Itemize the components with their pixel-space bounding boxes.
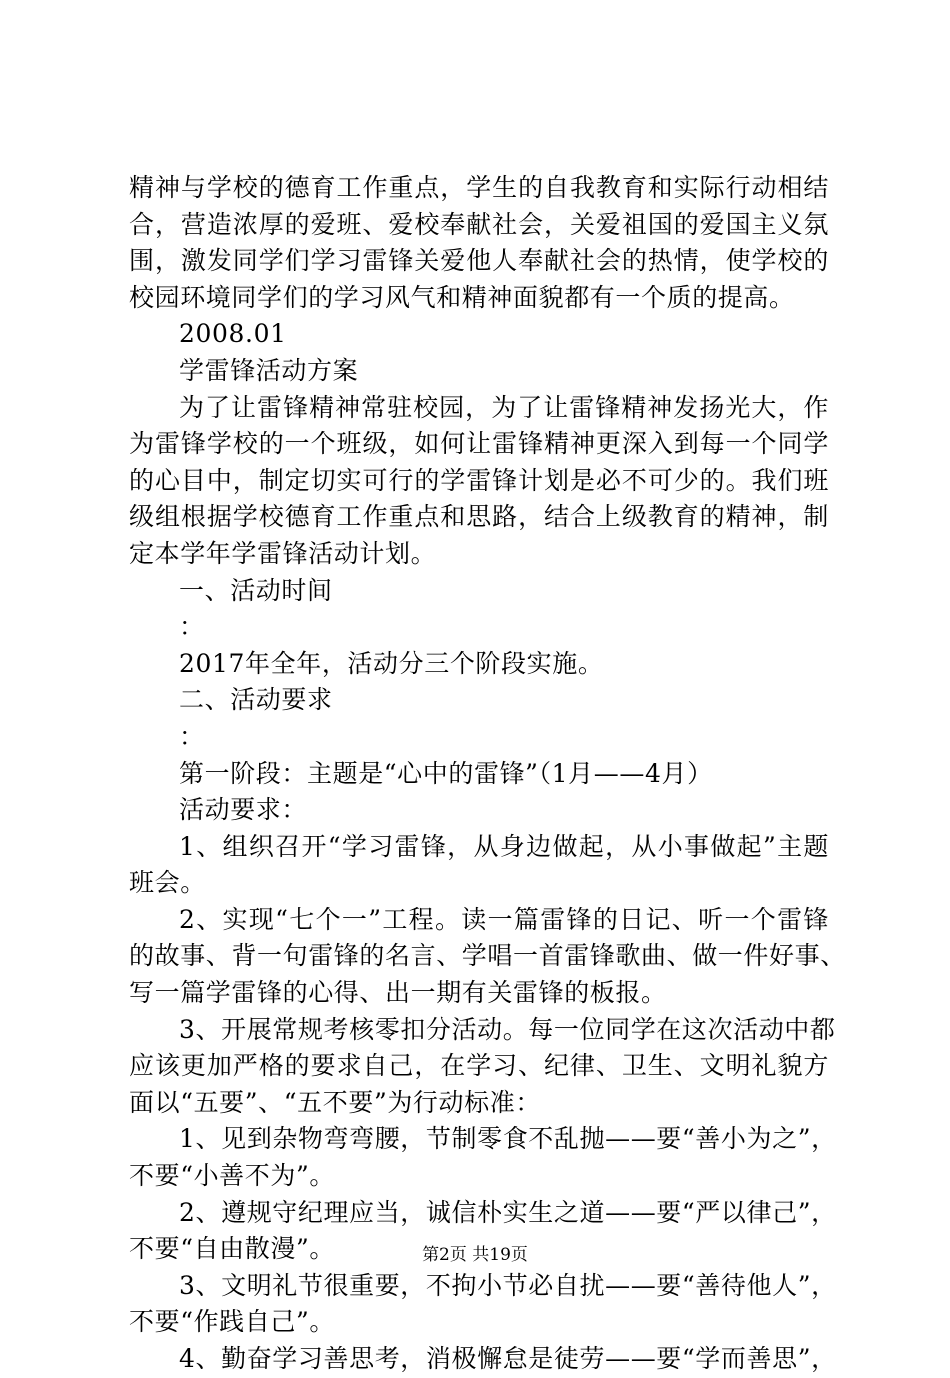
heading-activity-time: 一、活动时间 (179, 575, 333, 605)
text-line: 精神与学校的德育工作重点，学生的自我教育和实际行动相结 (129, 173, 829, 202)
text-line: 不要“自由散漫”。 (129, 1234, 335, 1264)
text-line: 的故事、背一句雷锋的名言、学唱一首雷锋歌曲、做一件好事、 (129, 941, 846, 971)
section-title: 学雷锋活动方案 (179, 355, 359, 385)
text-line: 3、文明礼节很重要，不拘小节必自扰——要“善待他人”， (179, 1270, 837, 1300)
text-line: 第一阶段：主题是“心中的雷锋”（1月——4月） (179, 758, 713, 788)
text-line: 2、实现“七个一”工程。读一篇雷锋的日记、听一个雷锋 (179, 904, 829, 934)
text-line: 3、开展常规考核零扣分活动。每一位同学在这次活动中都 (179, 1014, 836, 1044)
text-line: 不要“作践自己”。 (129, 1307, 335, 1337)
text-line: 级组根据学校德育工作重点和思路，结合上级教育的精神，制 (129, 502, 829, 532)
text-line: 应该更加严格的要求自己，在学习、纪律、卫生、文明礼貌方 (129, 1051, 829, 1081)
text-line: 2017年全年，活动分三个阶段实施。 (179, 648, 604, 678)
text-line: 4、勤奋学习善思考，消极懈怠是徒劳——要“学而善思”， (179, 1344, 837, 1373)
text-line: ： (179, 721, 205, 751)
text-line: 定本学年学雷锋活动计划。 (129, 538, 437, 568)
text-line: 的心目中，制定切实可行的学雷锋计划是必不可少的。我们班 (129, 465, 829, 495)
text-line: 面以“五要”、“五不要”为行动标准： (129, 1087, 541, 1117)
date-line: 2008.01 (179, 319, 287, 349)
text-line: 校园环境同学们的学习风气和精神面貌都有一个质的提高。 (129, 282, 795, 312)
text-line: 写一篇学雷锋的心得、出一期有关雷锋的板报。 (129, 978, 667, 1008)
text-line: 围，激发同学们学习雷锋关爱他人奉献社会的热情，使学校的 (129, 246, 829, 276)
text-line: 班会。 (129, 868, 206, 898)
text-line: 不要“小善不为”。 (129, 1161, 335, 1191)
text-line: 1、组织召开“学习雷锋，从身边做起，从小事做起”主题 (179, 831, 829, 861)
body-text (129, 170, 846, 1378)
text-line: 1、见到杂物弯弯腰，节制零食不乱抛——要“善小为之”， (179, 1124, 837, 1154)
page-number: 第2页 共19页 (422, 1245, 528, 1265)
text-line: 为雷锋学校的一个班级，如何让雷锋精神更深入到每一个同学 (129, 429, 829, 459)
text-line: 合，营造浓厚的爱班、爱校奉献社会，关爱祖国的爱国主义氛 (129, 209, 829, 239)
text-line: 为了让雷锋精神常驻校园，为了让雷锋精神发扬光大，作 (179, 392, 829, 422)
heading-activity-requirements: 二、活动要求 (179, 685, 333, 715)
text-line: ： (179, 612, 205, 642)
text-line: 活动要求： (179, 795, 308, 825)
text-line: 2、遵规守纪理应当，诚信朴实生之道——要“严以律己”， (179, 1197, 837, 1227)
